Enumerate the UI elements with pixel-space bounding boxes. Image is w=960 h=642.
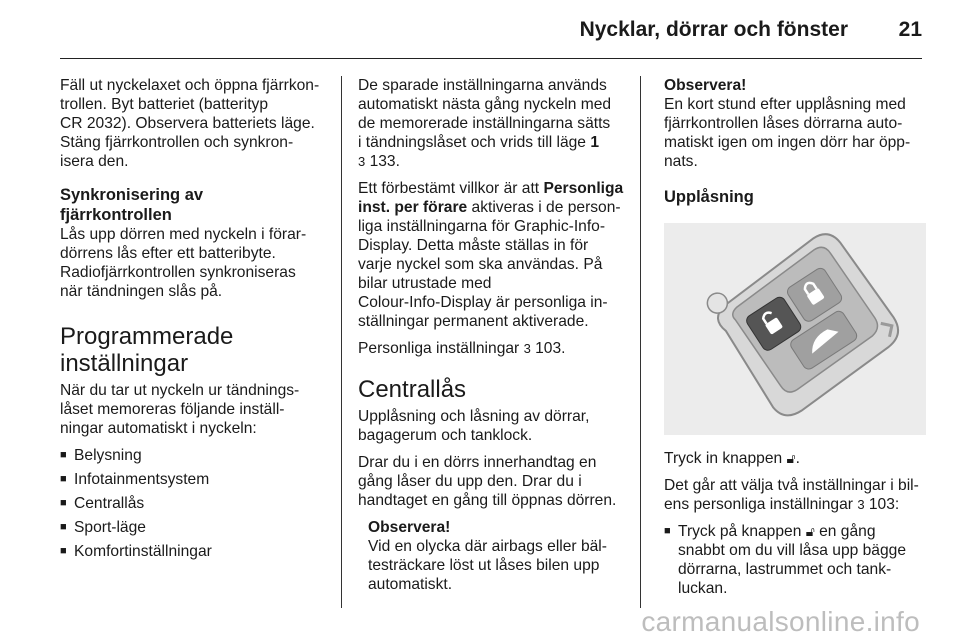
page-reference-icon: 3 (523, 341, 531, 356)
list-item: ■ Belysning (60, 447, 142, 464)
two-settings-paragraph: Det går att välja två inställningar i bil- ens personliga inställningar 3 103: (664, 477, 919, 513)
saved-settings-paragraph: De sparade inställningarna används automatiskt nästa gång nyckeln med de memorerade inställningarna sätts i tändningslåset och vrids till läge 1 3 133. (358, 77, 612, 170)
page-number: 21 (898, 18, 922, 41)
column-1 (60, 76, 328, 566)
page-header (0, 0, 960, 58)
list-item: ■ Sport-läge (60, 519, 146, 536)
heading-programmed-settings: Programmerade inställningar (60, 323, 234, 377)
ignition-position: 1 (590, 134, 599, 151)
remote-key-illustration (664, 223, 926, 435)
sync-paragraph: Lås upp dörren med nyckeln i förar- dörrens lås efter ett batteribyte. Radiofjärrkontrollen synkroniseras när tändningen slås på. (60, 226, 307, 300)
remote-key-icon (664, 223, 926, 435)
unlock-icon: 🔓︎ (805, 523, 815, 539)
column-divider-2 (640, 76, 641, 608)
column-divider-1 (341, 76, 342, 608)
note-title: Observera! (664, 77, 747, 94)
watermark: carmanualsonline.info (641, 606, 920, 637)
precondition-paragraph: Ett förbestämt villkor är att Personliga inst. per förare aktiveras i de person- liga inställningarna för Graphic-Info- Display. Detta måste ställas in för varje nyckel som ska användas. På bilar utrustade med Colour-Info-Display är personliga in- ställningar permanent aktiverade. (358, 180, 624, 330)
battery-paragraph: Fäll ut nyckelaxet och öppna fjärrkon- trollen. Byt batteriet (batterityp CR 2032). Observera batteriets läge. Stäng fjärrkontrollen och synkron- isera den. (60, 77, 320, 170)
unlock-options-list (664, 522, 926, 598)
note-title: Observera! (368, 519, 451, 536)
list-item: ■ Infotainmentsystem (60, 471, 210, 488)
list-item: ■ Tryck på knappen 🔓︎ en gång snabbt om du vill låsa upp bägge dörrarna, lastrummet och tank- luckan. (664, 523, 906, 597)
personal-settings-reference: Personliga inställningar 3 103. (358, 340, 566, 357)
page-reference-icon: 3 (358, 154, 366, 169)
press-unlock-paragraph: Tryck in knappen 🔓︎. (664, 450, 800, 467)
programmed-paragraph: När du tar ut nyckeln ur tändnings- låset memoreras följande inställ- ningar automatiskt i nyckeln: (60, 382, 300, 437)
page-reference-icon: 3 (857, 497, 865, 512)
header-divider (60, 58, 922, 59)
list-item: ■ Centrallås (60, 495, 145, 512)
list-item: ■ Komfortinställningar (60, 543, 212, 560)
heading-synchronisation: Synkronisering av fjärrkontrollen (60, 186, 204, 224)
heading-unlocking: Upplåsning (664, 188, 754, 206)
unlock-icon: 🔓︎ (786, 450, 796, 466)
column-2 (358, 76, 626, 594)
heading-central-locking: Centrallås (358, 376, 467, 403)
door-handle-paragraph: Drar du i en dörrs innerhandtag en gång låser du upp den. Drar du i handtaget en gång till öppnas dörren. (358, 454, 617, 509)
central-locking-intro: Upplåsning och låsning av dörrar, bagagerum och tanklock. (358, 408, 590, 444)
column-3 (664, 76, 926, 603)
note-airbag: Observera! Vid en olycka där airbags eller bäl- testräckare löst ut låses bilen upp automatiskt. (368, 518, 626, 594)
memorized-settings-list (60, 446, 328, 561)
setting-name: Personliga (543, 180, 624, 197)
page-title: Nycklar, dörrar och fönster (579, 18, 848, 41)
note-autolock: Observera! En kort stund efter upplåsning med fjärrkontrollen låses dörrarna auto- matiskt igen om ingen dörr har öpp- nats. (664, 76, 926, 171)
